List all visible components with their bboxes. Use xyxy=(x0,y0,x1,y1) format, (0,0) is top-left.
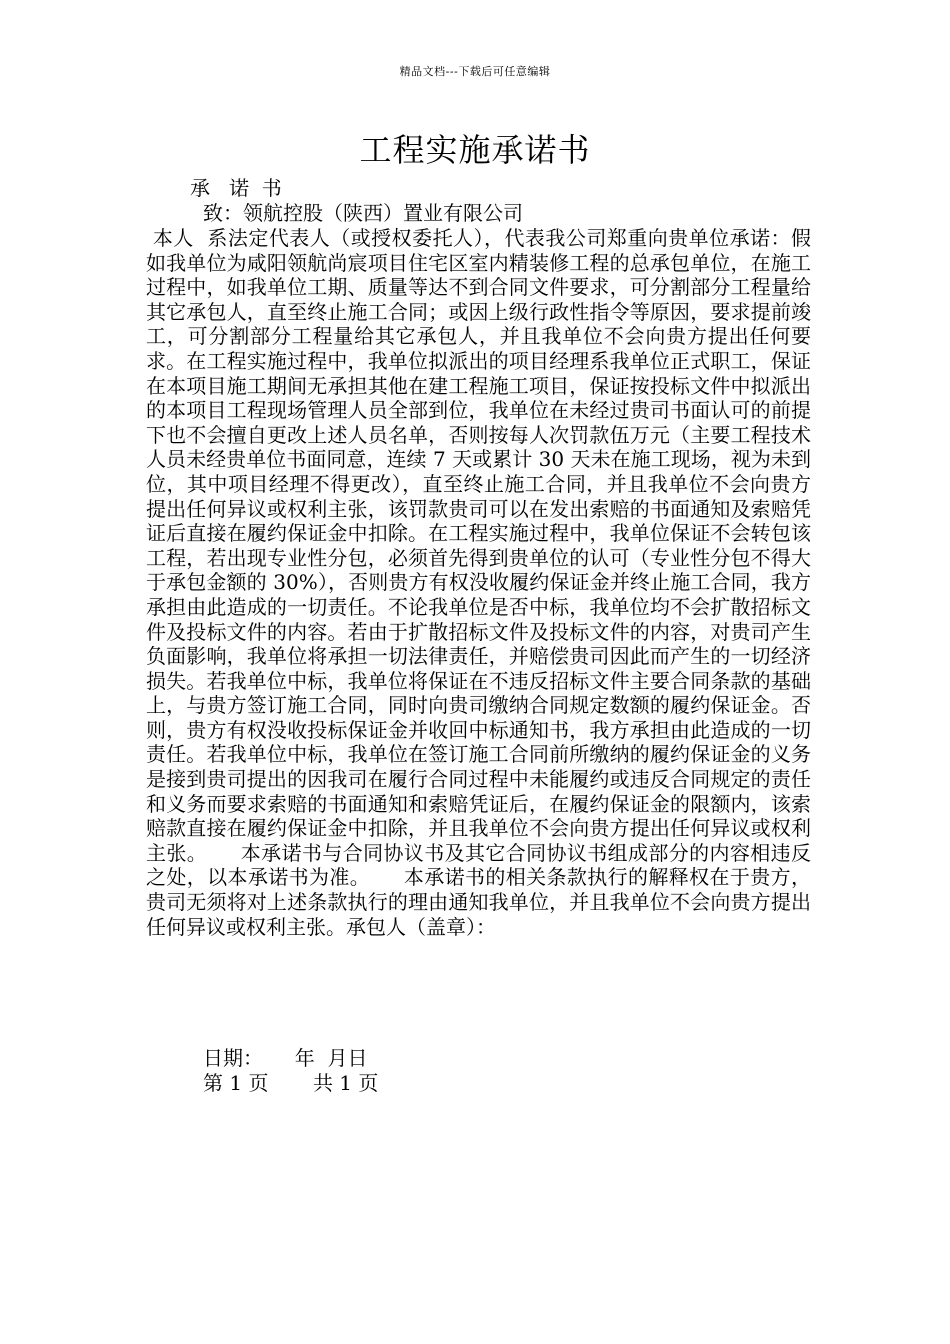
document-title: 工程实施承诺书 xyxy=(359,131,591,169)
date-line: 日期： 年 月日 xyxy=(203,1046,368,1070)
commitment-body: 本人 系法定代表人（或授权委托人），代表我公司郑重向贵单位承诺：假如我单位为咸阳领航尚宸项目住宅区室内精装修工程的总承包单位，在施工过程中，如我单位工期、质量等达不到合同文件要求，可分割部分工程量给其它承包人，直至终止施工合同；或因上级行政性指令等原因，要求提前竣工，可分割部分工程量给其它承包人，并且我单位不会向贵方提出任何要求。在工程实施过程中，我单位拟派出的项目经理系我单位正式职工，保证在本项目施工期间无承担其他在建工程施工项目，保证按投标文件中拟派出的本项目工程现场管理人员全部到位，我单位在未经过贵司书面认可的前提下也不会擅自更改上述人员名单，否则按每人次罚款伍万元（主要工程技术人员未经贵单位书面同意，连续 7 天或累计 30 天未在施工现场，视为未到位，其中项目经理不得更改），直至终止施工合同，并且我单位不会向贵方提出任何异议或权利主张，该罚款贵司可以在发出索赔的书面通知及索赔凭证后直接在履约保证金中扣除。在工程实施过程中，我单位保证不会转包该工程，若出现专业性分包，必须首先得到贵单位的认可（专业性分包不得大于承包金额的 30%），否则贵方有权没收履约保证金并终止施工合同，我方承担由此造成的一切责任。不论我单位是否中标，我单位均不会扩散招标文件及投标文件的内容。若由于扩散招标文件及投标文件的内容，对贵司产生负面影响，我单位将承担一切法律责任，并赔偿贵司因此而产生的一切经济损失。若我单位中标，我单位将保证在不违反招标文件主要合同条款的基础上，与贵方签订施工合同，同时向贵司缴纳合同规定数额的履约保证金。否则，贵方有权没收投标保证金并收回中标通知书，我方承担由此造成的一切责任。若我单位中标，我单位在签订施工合同前所缴纳的履约保证金的义务是接到贵司提出的因我司在履行合同过程中未能履约或违反合同规定的责任和义务而要求索赔的书面通知和索赔凭证后，在履约保证金的限额内，该索赔款直接在履约保证金中扣除，并且我单位不会向贵方提出任何异议或权利主张。 本承诺书与合同协议书及其它合同协议书组成部分的内容相违反之处，以本承诺书为准。 本承诺书的相关条款执行的解释权在于贵方，贵司无须将对上述条款执行的理由通知我单位，并且我单位不会向贵方提出任何异议或权利主张。承包人（盖章）： xyxy=(146,226,811,939)
page-number: 第 1 页 共 1 页 xyxy=(203,1071,379,1095)
recipient-line: 致：领航控股（陕西）置业有限公司 xyxy=(203,201,523,225)
document-heading: 承 诺 书 xyxy=(190,176,282,200)
page-header: 精品文档---下载后可任意编辑 xyxy=(399,65,551,78)
